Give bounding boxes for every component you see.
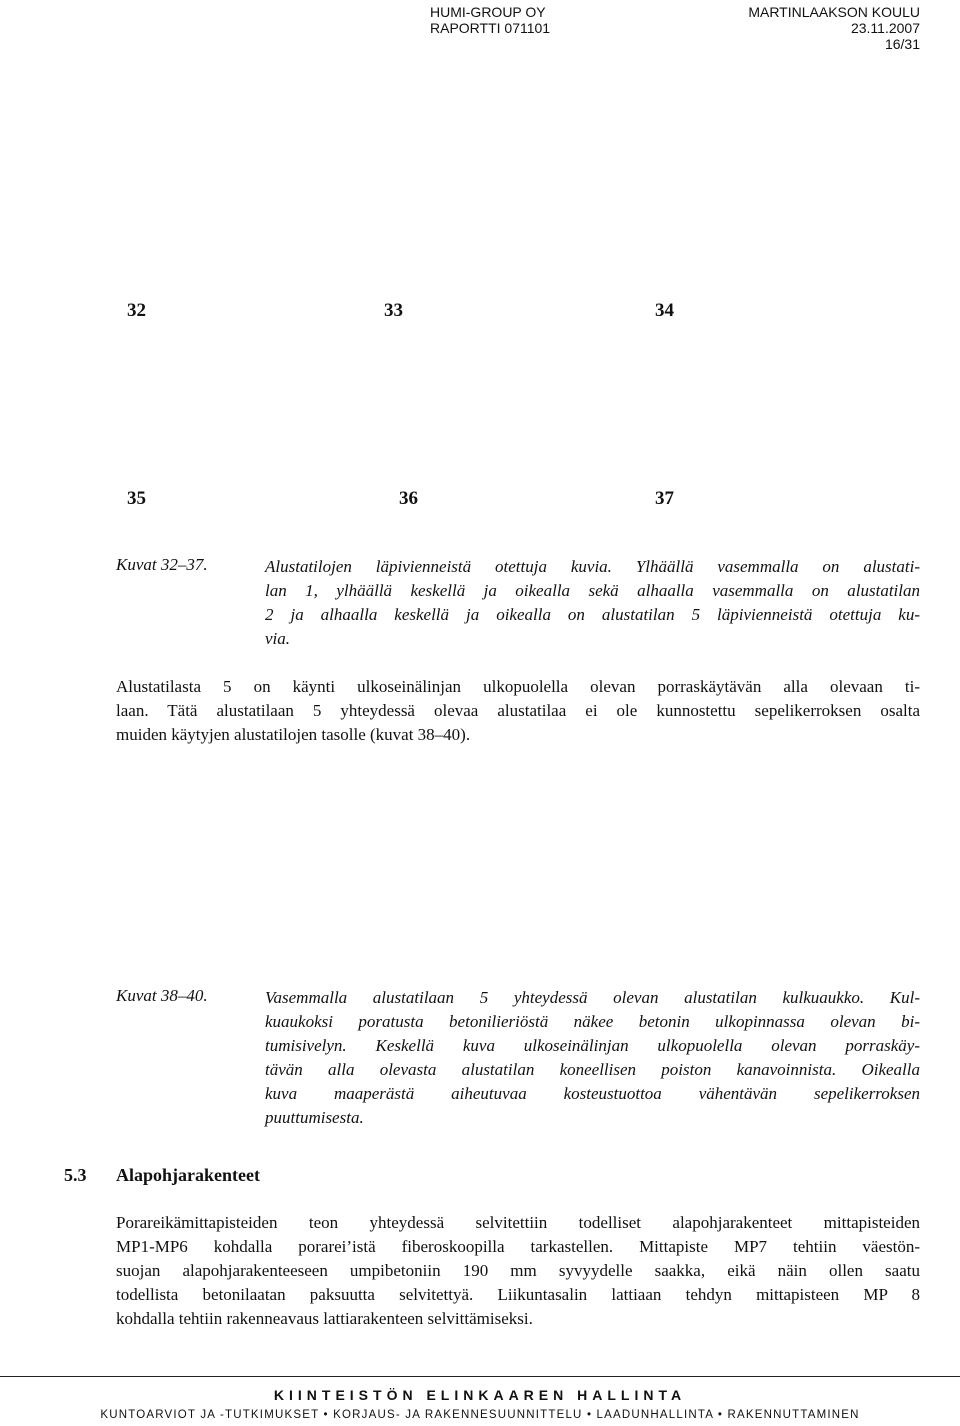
paragraph-line: muiden käytyjen alustatilojen tasolle (kuvat 38–40). [116, 725, 471, 744]
header-right [748, 4, 920, 52]
page-number: 16/31 [884, 36, 920, 52]
caption-line: Alustatilojen läpivienneistä otettuja kuvia. Ylhäällä vasemmalla on alustati- [265, 557, 920, 576]
section-number: 5.3 [64, 1165, 87, 1185]
header-left [430, 4, 550, 36]
school-name: MARTINLAAKSON KOULU [748, 4, 920, 20]
company-name: HUMI-GROUP OY [430, 4, 546, 20]
caption-line: tävän alla olevasta alustatilan koneellisen poiston kanavoinnista. Oikealla [265, 1060, 920, 1079]
caption-line: Vasemmalla alustatilaan 5 yhteydessä olevan alustatilan kulkuaukko. Kul- [265, 988, 920, 1007]
figure-number-35: 35 [127, 488, 146, 509]
figure-number-32: 32 [127, 300, 146, 321]
caption-line: 2 ja alhaalla keskellä ja oikealla on alustatilan 5 läpivienneistä otettuja ku- [265, 605, 920, 624]
caption-line: lan 1, ylhäällä keskellä ja oikealla sekä alhaalla vasemmalla on alustatilan [265, 581, 920, 600]
figure-number-37: 37 [655, 488, 674, 509]
footer-divider [0, 1376, 960, 1377]
footer-services: KUNTOARVIOT JA -TUTKIMUKSET • KORJAUS- JA RAKENNESUUNNITTELU • LAADUNHALLINTA • RAKENNUTTAMINEN [100, 1409, 860, 1421]
caption-line: via. [265, 629, 291, 648]
body-paragraph-2 [116, 1211, 920, 1331]
figure-number-33: 33 [384, 300, 403, 321]
paragraph-line: kohdalla tehtiin rakenneavaus lattiarakenteen selvittämiseksi. [116, 1309, 533, 1328]
caption-text-38-40 [265, 986, 920, 1130]
paragraph-line: Porareikämittapisteiden teon yhteydessä selvitettiin todelliset alapohjarakenteet mittapisteiden [116, 1213, 920, 1232]
figure-number-34: 34 [655, 300, 674, 321]
report-date: 23.11.2007 [850, 20, 920, 36]
paragraph-line: todellista betonilaatan paksuutta selvitettyä. Liikuntasalin lattiaan tehdyn mittapisteen MP 8 [116, 1285, 920, 1304]
footer-brand: KIINTEISTÖN ELINKAAREN HALLINTA [273, 1387, 687, 1403]
paragraph-line: laan. Tätä alustatilaan 5 yhteydessä olevaa alustatilaa ei ole kunnostettu sepelikerroksen osalta [116, 701, 920, 720]
caption-line: puuttumisesta. [265, 1108, 364, 1127]
caption-line: kuaukoksi poratusta betonilieriöstä näkee betonin ulkopinnassa olevan bi- [265, 1012, 920, 1031]
caption-text-32-37 [265, 555, 920, 651]
figure-number-36: 36 [399, 488, 418, 509]
body-paragraph-1 [116, 675, 920, 747]
paragraph-line: MP1-MP6 kohdalla porarei’istä fiberoskoopilla tarkastellen. Mittapiste MP7 tehtiin väestön- [116, 1237, 920, 1256]
caption-line: tumisivelyn. Keskellä kuva ulkoseinälinjan ulkopuolella olevan porraskäy- [265, 1036, 920, 1055]
paragraph-line: suojan alapohjarakenteeseen umpibetoniin 190 mm syvyydelle saakka, eikä näin ollen saatu [116, 1261, 920, 1280]
caption-line: kuva maaperästä aiheutuvaa kosteustuottoa vähentävän sepelikerroksen [265, 1084, 920, 1103]
caption-label-38-40: Kuvat 38–40. [116, 986, 208, 1005]
paragraph-line: Alustatilasta 5 on käynti ulkoseinälinjan ulkopuolella olevan porraskäytävän alla olevaan ti- [116, 677, 920, 696]
report-number: RAPORTTI 071101 [430, 20, 551, 36]
caption-label-32-37: Kuvat 32–37. [116, 555, 208, 574]
section-title: Alapohjarakenteet [116, 1165, 260, 1185]
